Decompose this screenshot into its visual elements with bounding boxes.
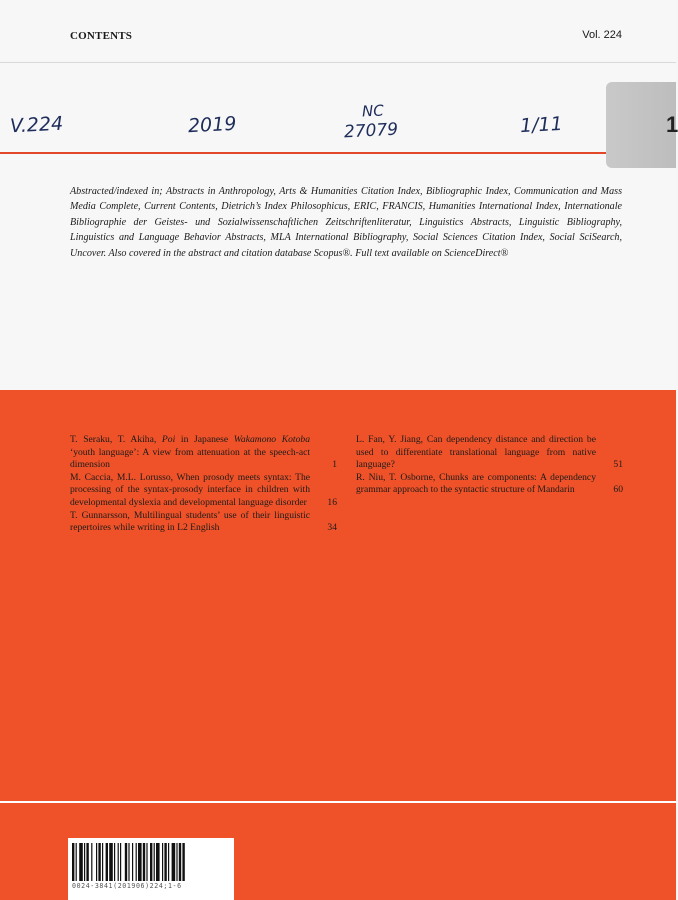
entry-authors: T. Seraku, T. Akiha, [70, 434, 162, 445]
contents-entry[interactable] [356, 472, 622, 497]
contents-column-left [70, 434, 336, 535]
cover-top-section [0, 0, 676, 390]
barcode [68, 838, 234, 900]
contents-entry[interactable] [70, 472, 336, 510]
entry-authors: L. Fan, Y. Jiang, [356, 434, 427, 445]
barcode-bar [156, 843, 160, 881]
barcode-bar [150, 843, 152, 881]
barcode-bar [132, 843, 133, 881]
barcode-bar [91, 843, 92, 881]
barcode-bar [96, 843, 97, 881]
barcode-bar [114, 843, 115, 881]
volume-number: Vol. 224 [582, 29, 622, 41]
barcode-bar [84, 843, 85, 881]
handwritten-year-note: 2019 [187, 112, 237, 138]
barcode-number: 0024-3841(201906)224;1-6 [72, 882, 182, 890]
entry-page-number: 60 [613, 484, 623, 496]
handwritten-code-note: NC [361, 101, 385, 121]
entry-title-italic: Poi [161, 434, 176, 445]
entry-title: When prosody meets syntax: The processing of the syntax-prosody interface in children with developmental dyslexia and developmental language disorder [70, 471, 310, 508]
barcode-bar [125, 843, 127, 881]
entry-authors: M. Caccia, M.L. Lorusso, [70, 471, 177, 483]
contents-heading: CONTENTS [70, 30, 133, 42]
barcode-bar [118, 843, 119, 881]
barcode-bars [72, 843, 230, 881]
abstracted-indexed-paragraph: Abstracted/indexed in; Abstracts in Anthropology, Arts & Humanities Citation Index, Bibliographic Index, Communication and Mass Media Complete, Current Contents, Dietrich’s Index Philosophicus, ERIC, FRANCIS, Humanities International Index, Internationale Bibliographie der Geistes- und Sozialwissenschaftlichen Zeitschriftenliteratur, Linguistics Abstracts, Linguistic Bibliography, Linguistics and Language Behavior Abstracts, MLA International Bibliography, Social Sciences Citation Index, Social SciSearch, Uncover. Also covered in the abstract and citation database Scopus®. Full text available on ScienceDirect® [70, 186, 622, 259]
sticker-digit: 1 [666, 112, 678, 137]
contents-entry[interactable] [356, 434, 622, 472]
barcode-bar [79, 843, 83, 881]
barcode-bar [86, 843, 88, 881]
entry-authors: R. Niu, T. Osborne, [356, 471, 440, 483]
barcode-bar [102, 843, 103, 881]
barcode-bar [128, 843, 129, 881]
barcode-bar [146, 843, 147, 881]
barcode-bar [164, 843, 166, 881]
barcode-bar [120, 843, 121, 881]
barcode-bar [172, 843, 176, 881]
barcode-bar [176, 843, 177, 881]
entry-title-italic: Wakamono Kotoba [233, 434, 310, 445]
barcode-bar [98, 843, 100, 881]
contents-column-right [356, 434, 622, 497]
contents-entry[interactable] [70, 434, 336, 472]
white-divider [0, 801, 676, 803]
entry-authors: T. Gunnarsson, [70, 509, 134, 521]
barcode-bar [136, 843, 137, 881]
barcode-bar [72, 843, 74, 881]
barcode-bar [109, 843, 113, 881]
contents-entry[interactable] [70, 510, 336, 535]
handwritten-number-note: 27079 [343, 119, 399, 143]
barcode-bar [106, 843, 108, 881]
entry-title: Can dependency distance and direction be used to differentiate translational language from native language? [356, 434, 596, 471]
top-divider [0, 62, 676, 63]
barcode-bar [154, 843, 155, 881]
entry-page-number: 51 [613, 459, 623, 471]
entry-title: Multilingual students’ use of their linguistic repertoires while writing in L2 English [70, 509, 311, 534]
entry-title: in Japanese [175, 434, 234, 445]
entry-page-number: 34 [327, 522, 337, 534]
handwritten-issue-note: 1/11 [519, 112, 564, 138]
red-divider [0, 152, 606, 154]
entry-title: Chunks are components: A dependency grammar approach to the syntactic structure of Mandarin [356, 471, 596, 496]
barcode-bar [138, 843, 142, 881]
barcode-bar [179, 843, 181, 881]
barcode-bar [162, 843, 163, 881]
barcode-bar [76, 843, 77, 881]
barcode-bar [143, 843, 145, 881]
entry-title-rest: ‘youth language’: A view from attenuation at the speech-act dimension [70, 446, 310, 471]
handwritten-volume-note: V.224 [9, 112, 64, 138]
entry-page-number: 16 [327, 496, 337, 508]
barcode-bar [182, 843, 184, 881]
barcode-bar [168, 843, 169, 881]
entry-page-number: 1 [332, 459, 337, 471]
